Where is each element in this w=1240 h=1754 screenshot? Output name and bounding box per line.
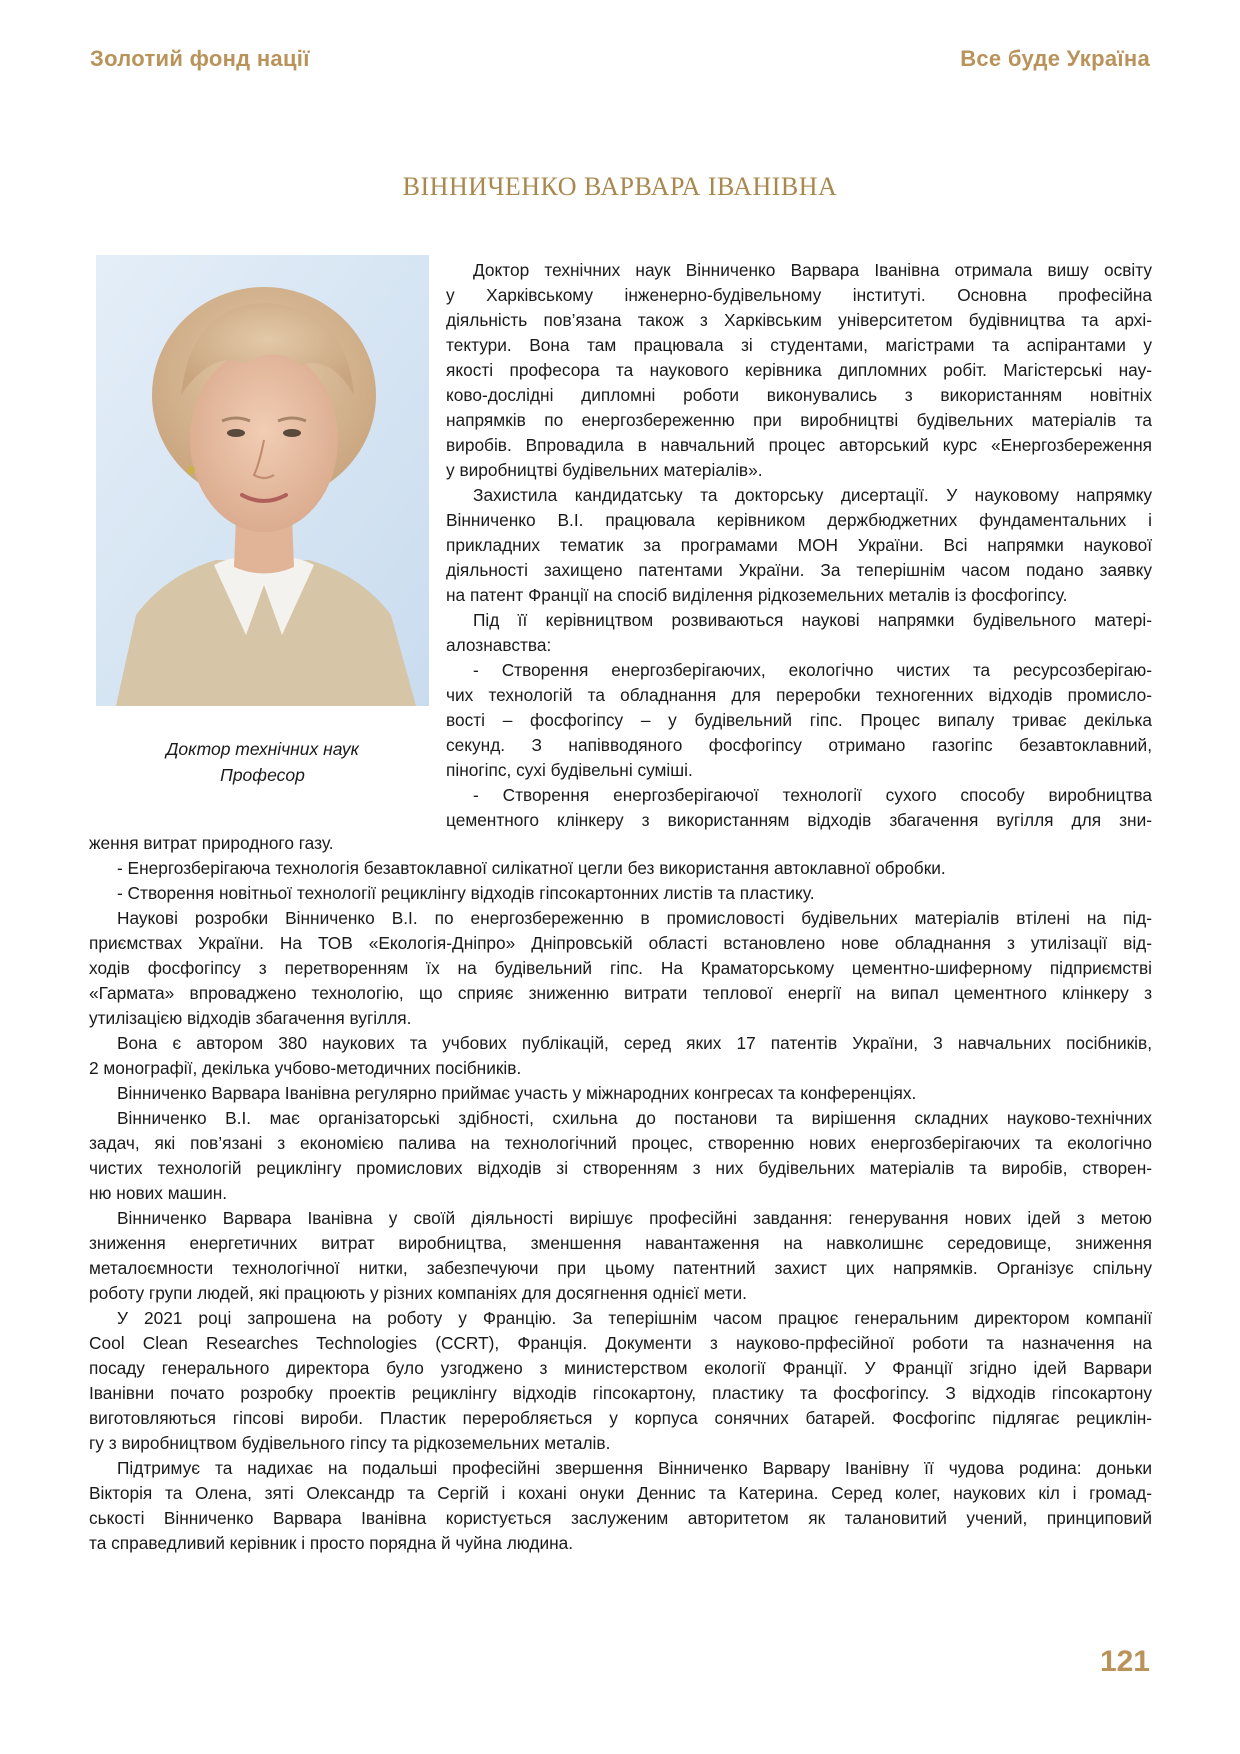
text-line: вості – фосфогіпсу – у будівельний гіпс. Процес випалу триває декілька <box>446 710 1152 730</box>
text-line: та справедливий керівник і просто порядна й чуйна людина. <box>89 1533 574 1553</box>
text-line: ськості Вінниченко Варвара Іванівна користується заслуженим авторитетом як талановитий учений, принциповий <box>89 1508 1152 1528</box>
text-line: - Енергозберігаюча технологія безавтоклавної силікатної цегли без використання автоклавної обробки. <box>117 858 946 878</box>
text-line: виробів. Впровадила в навчальний процес авторський курс «Енергозбереження <box>446 435 1152 455</box>
text-line: Наукові розробки Вінниченко В.І. по енергозбереженню в промисловості будівельних матеріалів втілені на під- <box>117 908 1152 928</box>
text-line: Cool Clean Researches Technologies (CCRT), Франція. Документи з науково-прфесійної роботи та назначення на <box>89 1333 1152 1353</box>
text-line: металоємности технологічної нитки, забезпечуючи при цьому патентний захист цих напрямків. Організує спільну <box>89 1258 1152 1278</box>
text-line: алознавства: <box>446 635 552 655</box>
text-line: у виробництві будівельних матеріалів». <box>446 460 763 480</box>
text-line: піногіпс, сухі будівельні суміші. <box>446 760 693 780</box>
text-line: ню нових машин. <box>89 1183 228 1203</box>
text-line: Вінниченко В.І. працювала керівником держбюджетних фундаментальних і <box>446 510 1152 530</box>
text-line: тектури. Вона там працювала зі студентами, магістрами та аспірантами у <box>446 335 1152 355</box>
text-line: задач, які пов’язані з економією палива на технологічний процес, створенню нових енергозберігаючих та екологічно <box>89 1133 1152 1153</box>
page-title: ВІННИЧЕНКО ВАРВАРА ІВАНІВНА <box>402 172 838 201</box>
text-line: гу з виробництвом будівельного гіпсу та рідкоземельних металів. <box>89 1433 611 1453</box>
text-line: У 2021 році запрошена на роботу у Францію. За теперішнім часом працює генеральним директором компанії <box>117 1308 1152 1328</box>
text-line: у Харківському інженерно-будівельному інституті. Основна професійна <box>446 285 1152 305</box>
text-line: чих технологій та обладнання для переробки техногенних відходів промисло- <box>446 685 1152 705</box>
text-line: Вінниченко В.І. має організаторські здібності, схильна до постанови та вирішення складних науково-технічних <box>117 1108 1152 1128</box>
text-line: утилізацією відходів збагачення вугілля. <box>89 1008 412 1028</box>
text-line: Іванівни почато розробку проектів рециклінгу відходів гіпсокартону, пластику та фосфогіпсу. З відходів гіпсокартону <box>89 1383 1152 1403</box>
text-line: ходів фосфогіпсу з перетворенням їх на будівельний гіпс. На Краматорському цементно-шиферному підприємстві <box>89 958 1152 978</box>
running-head-left: Золотий фонд нації <box>90 46 310 71</box>
text-line: - Створення новітньої технології рециклінгу відходів гіпсокартонних листів та пластику. <box>117 883 815 903</box>
text-line: Вона є автором 380 наукових та учбових публікацій, серед яких 17 патентів України, 3 навчальних посібників, <box>117 1033 1152 1053</box>
main-body-text <box>89 831 1152 1556</box>
text-line: чистих технологій рециклінгу промислових відходів зі створенням з них будівельних матеріалів та виробів, створен- <box>89 1158 1152 1178</box>
text-line: діяльності захищено патентами України. За теперішнім часом подано заявку <box>446 560 1152 580</box>
text-line: приємствах України. На ТОВ «Екологія-Дніпро» Дніпровській області встановлено нове обладнання з утилізації від- <box>89 933 1152 953</box>
portrait-photo <box>96 255 429 706</box>
photo-caption <box>96 736 429 788</box>
text-line: на патент Франції на спосіб виділення рідкоземельних металів із фосфогіпсу. <box>446 585 1068 605</box>
text-line: прикладних тематик за програмами МОН України. Всі напрямки наукової <box>446 535 1152 555</box>
text-line: посаду генерального директора було узгоджено з министерством екології Франції. У Франції згідно ідей Варвари <box>89 1358 1152 1378</box>
text-line: секунд. З напівводяного фосфогіпсу отримано газогіпс безавтоклавний, <box>446 735 1152 755</box>
text-line: виготовляються гіпсові вироби. Пластик переробляється у корпуса сонячних батарей. Фосфогіпс підлягає рециклін- <box>89 1408 1152 1428</box>
text-line: Вінниченко Варвара Іванівна регулярно приймає участь у міжнародних конгресах та конференціях. <box>117 1083 917 1103</box>
text-line: ково-дослідні дипломні роботи виконувались з використанням новітніх <box>446 385 1152 405</box>
text-line: Доктор технічних наук Вінниченко Варвара Іванівна отримала вишу освіту <box>473 260 1152 280</box>
text-line: Захистила кандидатську та докторську дисертації. У науковому напрямку <box>473 485 1152 505</box>
running-head-right: Все буде Україна <box>960 46 1150 71</box>
text-line: Під її керівництвом розвиваються наукові напрямки будівельного матері- <box>473 610 1152 630</box>
text-line: - Створення енергозберігаючих, екологічно чистих та ресурсозберігаю- <box>473 660 1152 680</box>
text-line: зниження енергетичних витрат виробництва, зменшення навантаження на навколишнє середовище, зниження <box>89 1233 1152 1253</box>
caption-degree: Доктор технічних наук <box>166 739 359 759</box>
text-line: якості професора та наукового керівника дипломних робіт. Магістерські нау- <box>446 360 1152 380</box>
caption-title: Професор <box>220 765 305 785</box>
text-line: цементного клінкеру з використанням відходів збагачення вугілля для зни- <box>446 810 1152 830</box>
text-line: ження витрат природного газу. <box>89 833 334 853</box>
text-line: діяльність пов’язана також з Харківським університетом будівництва та архі- <box>446 310 1152 330</box>
text-line: напрямків по енергозбереженню при виробництві будівельних матеріалів та <box>446 410 1152 430</box>
text-line: Вінниченко Варвара Іванівна у своїй діяльності вирішує професійні завдання: генерування нових ідей з метою <box>117 1208 1152 1228</box>
text-line: Вікторія та Олена, зяті Олександр та Сергій і кохані онуки Деннис та Катерина. Серед колег, наукових кіл і громад- <box>89 1483 1152 1503</box>
text-line: «Гармата» впроваджено технологію, що сприяє зниженню витрати теплової енергії на випал цементного клінкеру з <box>89 983 1152 1003</box>
intro-column-text <box>446 258 1152 833</box>
text-line: - Створення енергозберігаючої технології сухого способу виробництва <box>473 785 1152 805</box>
text-line: Підтримує та надихає на подальші професійні звершення Вінниченко Варвару Іванівну її чудова родина: доньки <box>117 1458 1152 1478</box>
text-line: 2 монографії, декілька учбово-методичних посібників. <box>89 1058 522 1078</box>
text-line: роботу групи людей, які працюють у різних компаніях для досягнення однієї мети. <box>89 1283 747 1303</box>
page-number: 121 <box>1099 1645 1150 1678</box>
